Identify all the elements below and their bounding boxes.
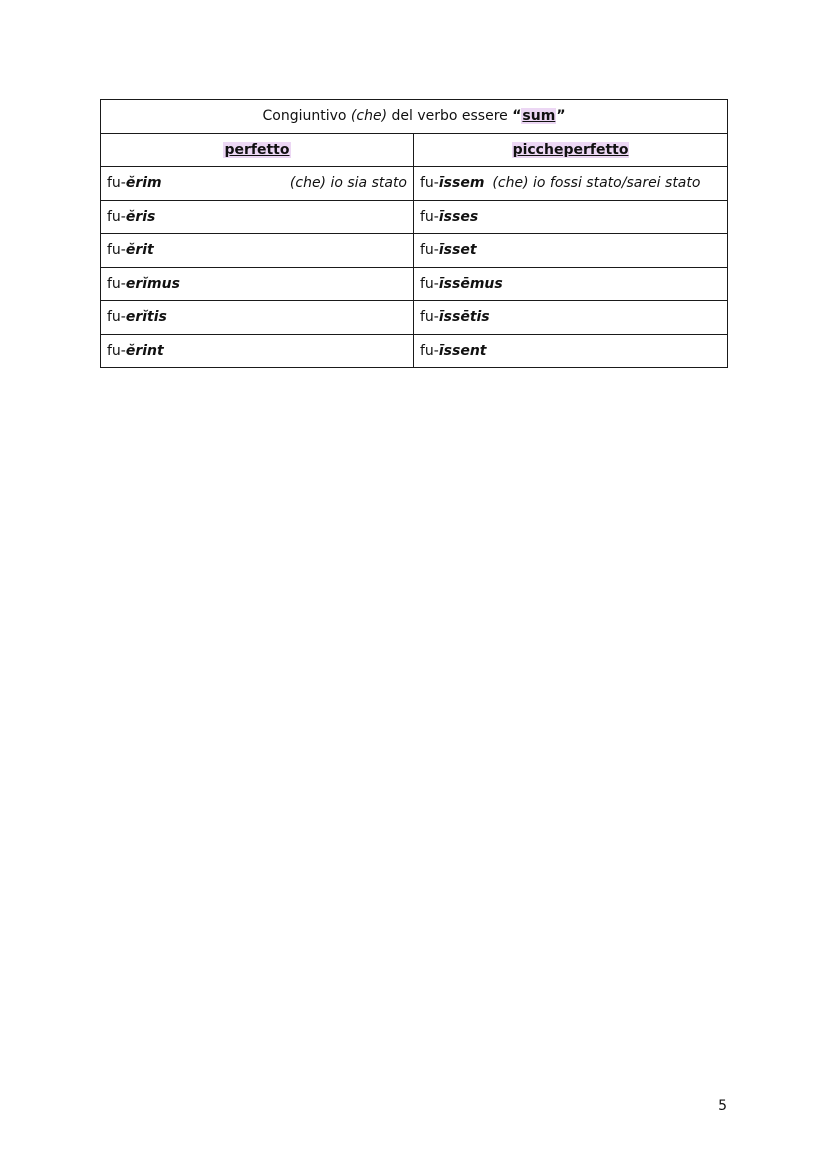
table-row xyxy=(101,334,728,368)
piccheperfetto-cell xyxy=(414,200,728,234)
ending: īssētis xyxy=(438,309,490,326)
piccheperfetto-cell xyxy=(414,334,728,368)
ending: ĕrint xyxy=(125,342,164,359)
title-quote-close: ” xyxy=(556,108,566,125)
perfetto-cell xyxy=(101,234,414,268)
stem: fu- xyxy=(420,309,439,326)
perfetto-cell xyxy=(101,334,414,368)
ending: īssēmus xyxy=(438,275,503,292)
title-italic: (che) xyxy=(350,108,388,125)
perfetto-cell xyxy=(101,301,414,335)
gloss: (che) io sia stato xyxy=(289,175,407,192)
header-perfetto xyxy=(101,133,414,167)
ending: erĭmus xyxy=(125,275,180,292)
conjugation-table xyxy=(100,99,728,368)
perfetto-cell xyxy=(101,167,414,201)
perfetto-cell xyxy=(101,200,414,234)
title-prefix: Congiuntivo xyxy=(262,108,351,125)
piccheperfetto-cell xyxy=(414,267,728,301)
stem: fu- xyxy=(420,242,439,259)
table-title-row xyxy=(101,100,728,134)
ending: īsses xyxy=(438,208,479,225)
table-row xyxy=(101,301,728,335)
ending: īsset xyxy=(438,242,477,259)
piccheperfetto-cell xyxy=(414,167,728,201)
perfetto-cell xyxy=(101,267,414,301)
title-middle: del verbo essere xyxy=(387,108,513,125)
table-row xyxy=(101,200,728,234)
stem: fu- xyxy=(107,175,126,192)
header-piccheperfetto-label: piccheperfetto xyxy=(512,141,629,158)
piccheperfetto-cell xyxy=(414,301,728,335)
gloss: (che) io fossi stato/sarei stato xyxy=(492,175,701,192)
stem: fu- xyxy=(420,275,439,292)
table-row xyxy=(101,267,728,301)
ending: īssent xyxy=(438,342,487,359)
header-piccheperfetto xyxy=(414,133,728,167)
stem: fu- xyxy=(420,175,439,192)
title-quote-open: “ xyxy=(512,108,522,125)
stem: fu- xyxy=(107,275,126,292)
ending: ĕris xyxy=(125,208,156,225)
stem: fu- xyxy=(107,242,126,259)
stem: fu- xyxy=(420,208,439,225)
piccheperfetto-cell xyxy=(414,234,728,268)
table-row xyxy=(101,167,728,201)
table-header-row xyxy=(101,133,728,167)
ending: erĭtis xyxy=(125,309,167,326)
stem: fu- xyxy=(107,342,126,359)
ending: ĕrit xyxy=(125,242,154,259)
ending: īssem xyxy=(438,175,485,192)
stem: fu- xyxy=(420,342,439,359)
page-number: 5 xyxy=(718,1098,727,1114)
stem: fu- xyxy=(107,309,126,326)
table-row xyxy=(101,234,728,268)
title-verb: sum xyxy=(522,108,556,125)
header-perfetto-label: perfetto xyxy=(224,141,290,158)
ending: ĕrim xyxy=(125,175,162,192)
table-title xyxy=(101,100,728,134)
stem: fu- xyxy=(107,208,126,225)
